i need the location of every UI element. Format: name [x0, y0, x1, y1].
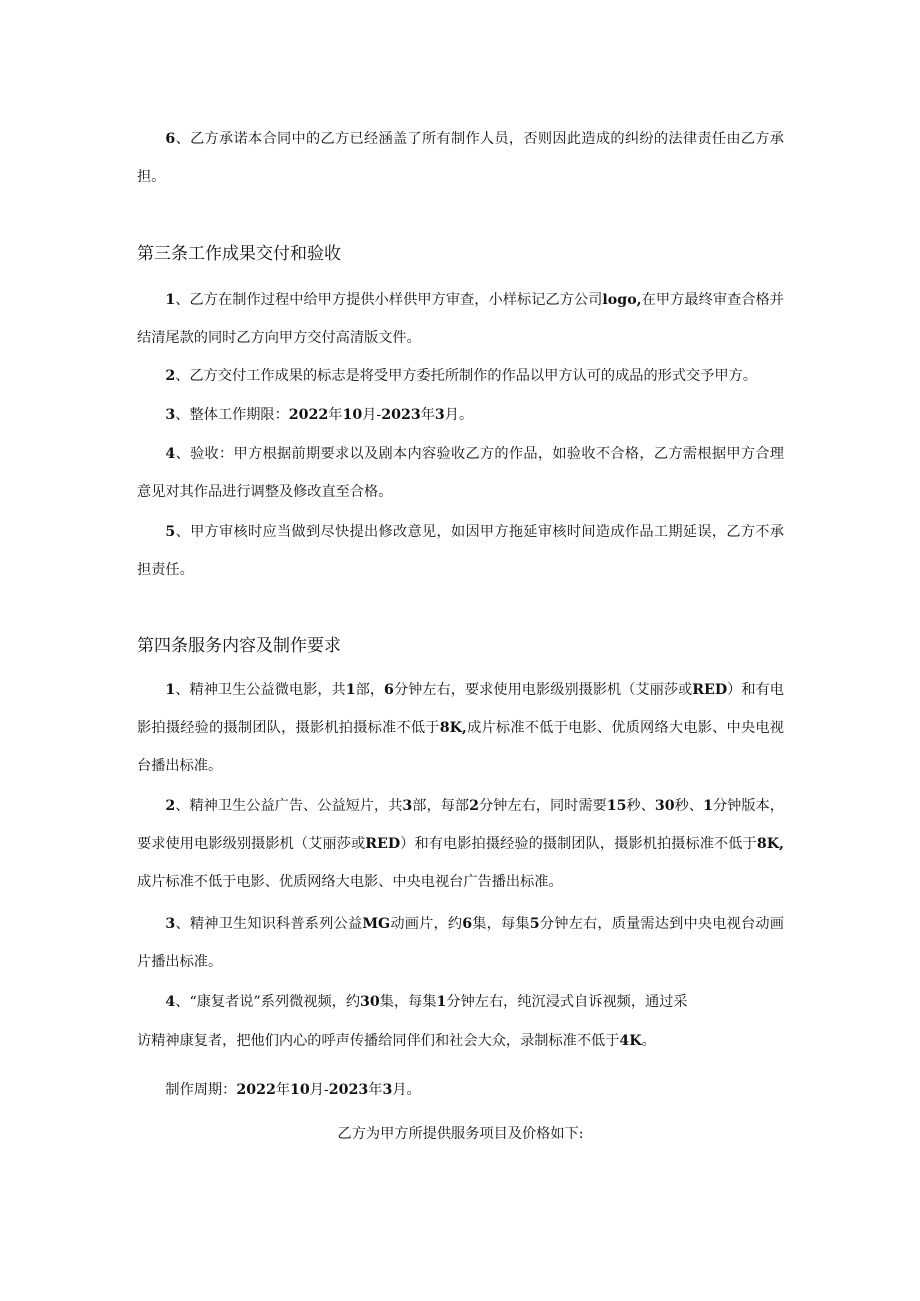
section-3-item-2: 2、乙方交付工作成果的标志是将受甲方委托所制作的作品以甲方认可的成品的形式交予甲方。 — [165, 368, 757, 384]
section-4-heading: 第四条服务内容及制作要求 — [137, 636, 341, 656]
section-3-item-1: 1、乙方在制作过程中给甲方提供小样供甲方审查，小样标记乙方公司logo,在甲方最终审查合格并结清尾款的同时乙方向甲方交付高清版文件。 — [137, 292, 784, 346]
section-3-item-3: 3、整体工作期限：2022年10月-2023年3月。 — [165, 407, 474, 423]
production-period: 制作周期：2022年10月-2023年3月。 — [165, 1082, 421, 1098]
section-4-item-4-line1: 4、“康复者说”系列微视频，约30集，每集1分钟左右，纯沉浸式自诉视频，通过采 — [165, 994, 688, 1010]
section-4-item-4-line2: 访精神康复者，把他们内心的呼声传播给同伴们和社会大众，录制标准不低于4K。 — [137, 1033, 656, 1049]
section-3-item-5: 5、甲方审核时应当做到尽快提出修改意见，如因甲方拖延审核时间造成作品工期延误，乙方不承担责任。 — [137, 524, 784, 578]
section-4-item-3: 3、精神卫生知识科普系列公益MG动画片，约6集，每集5分钟左右，质量需达到中央电视台动画片播出标准。 — [137, 916, 784, 970]
section-3-item-4: 4、验收：甲方根据前期要求以及剧本内容验收乙方的作品，如验收不合格，乙方需根据甲方合理意见对其作品进行调整及修改直至合格。 — [137, 446, 784, 500]
section-3-heading: 第三条工作成果交付和验收 — [137, 244, 341, 264]
price-intro: 乙方为甲方所提供服务项目及价格如下: — [337, 1126, 584, 1142]
clause2-item-6: 6、乙方承诺本合同中的乙方已经涵盖了所有制作人员，否则因此造成的纠纷的法律责任由乙方承担。 — [137, 131, 784, 185]
section-4-item-2: 2、精神卫生公益广告、公益短片，共3部，每部2分钟左右，同时需要15秒、30秒、1分钟版本，要求使用电影级别摄影机（艾丽莎或RED）和有电影拍摄经验的摄制团队，摄影机拍摄标准不低于8K,成片标准不低于电影、优质网络大电影、中央电视台广告播出标准。 — [137, 798, 784, 890]
section-4-item-1: 1、精神卫生公益微电影，共1部，6分钟左右，要求使用电影级别摄影机（艾丽莎或RED）和有电影拍摄经验的摄制团队，摄影机拍摄标准不低于8K,成片标准不低于电影、优质网络大电影、中央电视台播出标准。 — [137, 682, 784, 774]
